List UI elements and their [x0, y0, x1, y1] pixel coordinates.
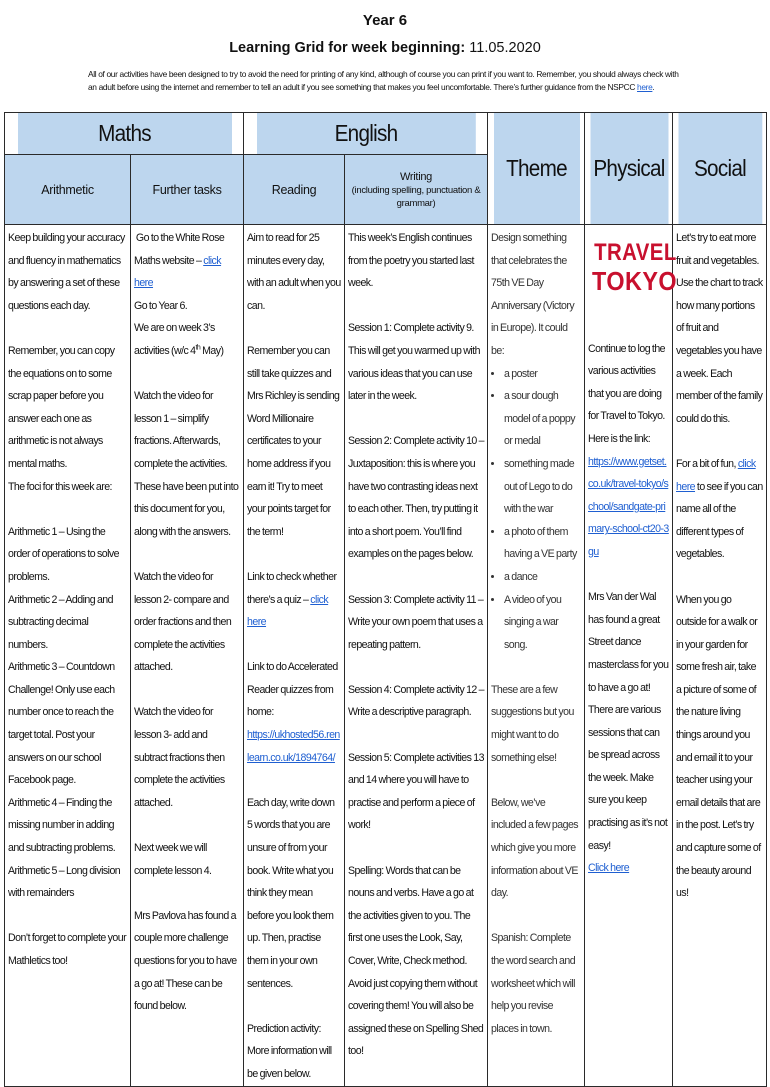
week-sup: th [195, 344, 201, 352]
logo-line-1: TRAVEL [594, 239, 677, 266]
theme-idea: • a sour dough model of a poppy or medal [504, 385, 581, 453]
arithmetic-cell [5, 225, 131, 1087]
lesson-3: Watch the video for lesson 3- add and subtract fractions then complete the activities attached. [134, 706, 225, 809]
reading-header: Reading [244, 155, 345, 225]
theme-idea: • A video of you singing a war song. [504, 589, 581, 657]
vegetables-link[interactable]: click here [676, 457, 756, 493]
white-rose-text: Go to the White Rose Maths website – [134, 232, 225, 267]
lesson-2: Watch the video for lesson 2- compare and order fractions and then complete the activities attached. [134, 570, 232, 674]
week-activities [134, 317, 240, 362]
session-4: Session 4: Complete activity 12 – Write a descriptive paragraph. [348, 683, 484, 719]
vocab-task: Each day, write down 5 words that you are unsure of from your book. Write what you think they mean before you look them up. Then, practise them in your own sentences. [247, 796, 335, 990]
go-to-year: Go to Year 6. [134, 299, 188, 312]
theme-ideas-list [491, 363, 581, 657]
quiz-check-line [247, 566, 341, 634]
quiz-check-text: Link to check whether there’s a quiz – [247, 570, 337, 606]
reading-aim: Aim to read for 25 minutes every day, with an adult when you can. [247, 232, 341, 312]
veg-fun-line [676, 453, 763, 566]
writing-subtitle: (including spelling, punctuation & grammar) [351, 184, 481, 209]
theme-suggestions: These are a few suggestions but you might want to do something else! [491, 683, 574, 764]
physical-header: Physical [589, 113, 668, 225]
reading-quizzes: Remember you can still take quizzes and Mrs Richley is sending Word Millionaire certificates to your home address if you earn it! Try to meet your points target for the term! [247, 344, 340, 538]
veg-fun-end: to see if you can name all of the different types of vegetables. [676, 480, 763, 561]
arithmetic-1: Arithmetic 1 – Using the order of operations to solve problems. [8, 525, 119, 583]
page-title-year: Year 6 [362, 12, 408, 29]
tokyo-link-label: Here is the link: [588, 432, 651, 445]
social-header: Social [677, 113, 762, 225]
ve-day-info: Below, we’ve included a few pages which give you more information about VE day. [491, 796, 579, 900]
street-dance: Mrs Van der Wal has found a great Street dance masterclass for you to have a go at! There are various sessions that can be spread across the week. Make sure you keep practising as it’s not easy! [588, 591, 669, 852]
further-tasks-header: Further tasks [131, 155, 244, 225]
travel-tokyo-logo [588, 239, 678, 296]
nspcc-link[interactable]: here [637, 82, 653, 92]
arithmetic-foci: The foci for this week are: [8, 480, 112, 493]
writing-cell [345, 225, 488, 1087]
ar-quiz-text: Link to do Accelerated Reader quizzes from home: [247, 661, 338, 719]
challenge-note: Mrs Pavlova has found a couple more challenge questions for you to have a go at! These can be found below. [134, 909, 237, 1013]
prediction-activity: Prediction activity: More information will be given below. [247, 1022, 332, 1080]
white-rose-line [134, 227, 240, 295]
week-text: We are on week 3’s activities (w/c 4 [134, 322, 215, 357]
next-week-note: Next week we will complete lesson 4. [134, 842, 212, 877]
theme-idea: • something made out of Lego to do with the war [504, 453, 581, 521]
writing-header [345, 155, 488, 225]
english-header: English [256, 113, 476, 155]
social-cell [673, 225, 767, 1087]
intro-paragraph [88, 68, 688, 94]
session-3: Session 3: Complete activity 11 – Write your own poem that uses a repeating pattern. [348, 593, 484, 651]
arithmetic-4: Arithmetic 4 – Finding the missing number in adding and subtracting problems. [8, 796, 116, 855]
mathletics-reminder: Don’t forget to complete your Mathletics too! [8, 932, 127, 967]
arithmetic-2: Arithmetic 2 – Adding and subtracting decimal numbers. [8, 593, 113, 651]
writing-intro: This week’s English continues from the poetry you started last week. [348, 232, 474, 290]
white-rose-link[interactable]: click here [134, 254, 222, 290]
ar-quiz-link[interactable]: https://ukhosted56.renlearn.co.uk/1894764/ [247, 729, 340, 764]
theme-idea: • a poster [504, 363, 581, 386]
further-tasks-cell [131, 225, 244, 1087]
veg-fun-text: For a bit of fun, [676, 457, 738, 470]
page-title [0, 40, 770, 56]
maths-header: Maths [16, 113, 231, 155]
tokyo-log: Continue to log the various activities that you are doing for Travel to Tokyo. [588, 342, 666, 423]
lesson-1: Watch the video for lesson 1 – simplify fractions. Afterwards, complete the activities. These have been put into this document for you, along with the answers. [134, 390, 239, 538]
spelling-task: Spelling: Words that can be nouns and verbs. Have a go at the activities given to you. The first one uses the Look, Say, Cover, Write, Check method. Avoid just copying them without covering them! You will also be assigned these on Spelling Shed too! [348, 864, 484, 1058]
session-1: Session 1: Complete activity 9. This will get you warmed up with various ideas that you can use later in the week. [348, 322, 480, 403]
street-dance-link[interactable]: Click here [588, 862, 630, 875]
theme-cell [488, 225, 585, 1087]
writing-title: Writing [400, 170, 432, 183]
arithmetic-5: Arithmetic 5 – Long division with remainders [8, 864, 121, 900]
week-text-end: May) [200, 344, 224, 357]
learning-grid [4, 112, 767, 1087]
nature-photo-task: When you go outside for a walk or in your garden for some fresh air, take a picture of some of the nature living things around you and email it to your teacher using your email details that are in the post. Let’s try and capture some of the beauty around us! [676, 593, 761, 900]
arithmetic-header: Arithmetic [5, 155, 131, 225]
theme-intro: Design something that celebrates the 75th VE Day Anniversary (Victory in Europe). It could be: [491, 232, 575, 357]
week-date: 11.05.2020 [469, 40, 541, 56]
quiz-check-link[interactable]: click here [247, 593, 329, 629]
session-5: Session 5: Complete activities 13 and 14 where you will have to practise and perform a piece of work! [348, 751, 484, 832]
theme-idea: • a photo of them having a VE party [504, 521, 581, 566]
physical-cell [585, 225, 678, 1087]
fruit-veg-task: Let’s try to eat more fruit and vegetables. Use the chart to track how many portions of fruit and vegetables you have a week. Each member of the family could do this. [676, 232, 763, 425]
theme-header: Theme [492, 113, 579, 225]
arithmetic-3: Arithmetic 3 – Countdown Challenge! Only use each number once to reach the target total. Post your answers on our school Facebook page. [8, 661, 115, 787]
logo-line-2: TOKYO [592, 266, 678, 296]
arithmetic-intro: Keep building your accuracy and fluency in mathematics by answering a set of these questions each day. [8, 232, 125, 312]
spanish-task: Spanish: Complete the word search and worksheet which will help you revise places in town. [491, 932, 576, 1035]
theme-idea: • a dance [504, 566, 581, 589]
title-text: Learning Grid for week beginning: [229, 40, 466, 56]
session-2: Session 2: Complete activity 10 – Juxtaposition: this is where you have two contrasting ideas next to each other. Then, try putting it into a short poem. You’ll find examples on the pages below. [348, 435, 484, 561]
arithmetic-tip: Remember, you can copy the equations on to some scrap paper before you answer each one as arithmetic is not always mental maths. [8, 344, 115, 470]
intro-text: All of our activities have been designed to try to avoid the need for printing of any kind, although of course you can print if you want to. Remember, you should always check with an adult before using the internet and remember to tell an adult if you see something that makes you feel uncomfortable. There’s further guidance from the NSPCC [88, 69, 679, 92]
reading-cell [244, 225, 345, 1087]
travel-tokyo-link[interactable]: https://www.getset.co.uk/travel-tokyo/school/sandgate-primary-school-ct20-3gu [588, 455, 669, 558]
intro-end: . [652, 82, 655, 92]
